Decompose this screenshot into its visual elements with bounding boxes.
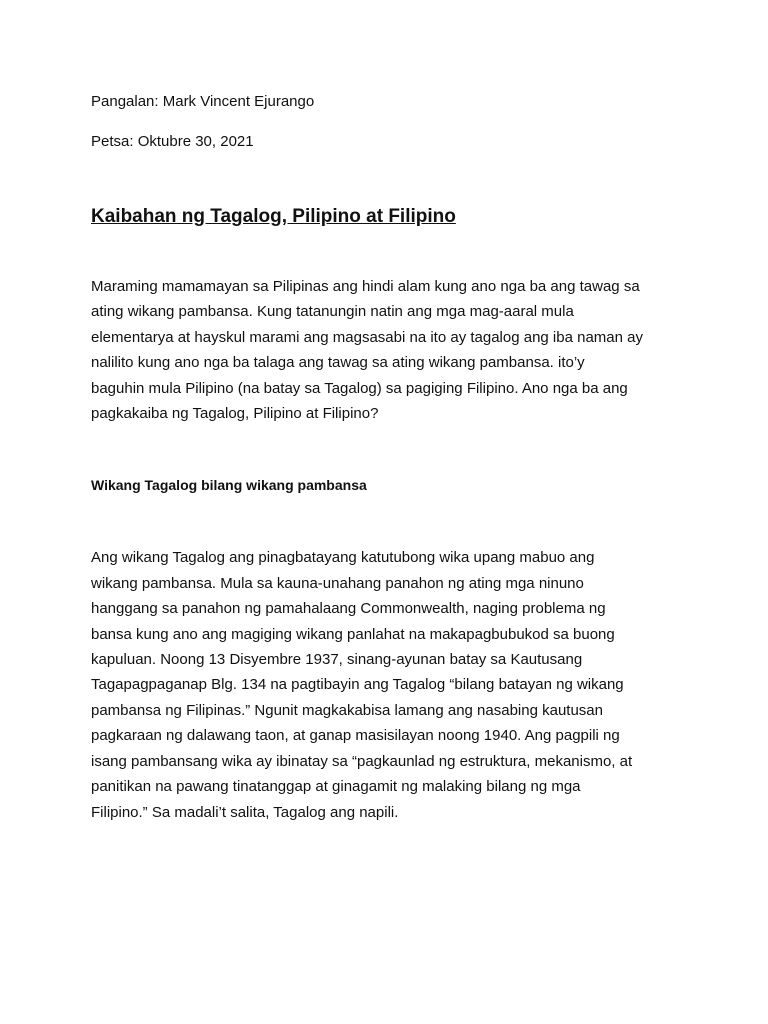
paragraph-line: pagkakaiba ng Tagalog, Pilipino at Filipino? — [91, 405, 379, 423]
date-line: Petsa: Oktubre 30, 2021 — [91, 133, 254, 150]
name-line: Pangalan: Mark Vincent Ejurango — [91, 93, 315, 110]
paragraph-line: Tagapagpaganap Blg. 134 na pagtibayin ang Tagalog “bilang batayan ng wikang — [91, 676, 624, 694]
paragraph-line: ating wikang pambansa. Kung tatanungin natin ang mga mag-aaral mula — [91, 303, 574, 321]
paragraph-line: elementarya at hayskul marami ang magsasabi na ito ay tagalog ang iba naman ay — [91, 328, 643, 346]
document-title: Kaibahan ng Tagalog, Pilipino at Filipino — [91, 206, 456, 227]
paragraph-line: hanggang sa panahon ng pamahalaang Commonwealth, naging problema ng — [91, 600, 606, 618]
paragraph-line: pagkaraan ng dalawang taon, at ganap masisilayan noong 1940. Ang pagpili ng — [91, 727, 620, 745]
paragraph-line: bansa kung ano ang magiging wikang panlahat na makapagbubukod sa buong — [91, 625, 615, 643]
paragraph-line: Maraming mamamayan sa Pilipinas ang hindi alam kung ano nga ba ang tawag sa — [91, 278, 640, 295]
paragraph-line: kapuluan. Noong 13 Disyembre 1937, sinang-ayunan batay sa Kautusang — [91, 651, 583, 669]
section-paragraph — [91, 545, 691, 824]
section-heading: Wikang Tagalog bilang wikang pambansa — [91, 477, 367, 494]
paragraph-line: Filipino.” Sa madali’t salita, Tagalog ang napili. — [91, 803, 399, 821]
paragraph-line: nalilito kung ano nga ba talaga ang tawag sa ating wikang pambansa. ito’y — [91, 354, 585, 372]
intro-paragraph — [91, 274, 691, 426]
paragraph-line: isang pambansang wika ay ibinatay sa “pagkaunlad ng estruktura, mekanismo, at — [91, 752, 633, 770]
paragraph-line: baguhin mula Pilipino (na batay sa Tagalog) sa pagiging Filipino. Ano nga ba ang — [91, 379, 628, 397]
paragraph-line: panitikan na pawang tinatanggap at ginagamit ng malaking bilang ng mga — [91, 778, 581, 796]
paragraph-line: pambansa ng Filipinas.” Ngunit magkakabisa lamang ang nasabing kautusan — [91, 701, 603, 719]
document-body — [91, 92, 691, 825]
paragraph-line: Ang wikang Tagalog ang pinagbatayang katutubong wika upang mabuo ang — [91, 549, 595, 567]
paragraph-line: wikang pambansa. Mula sa kauna-unahang panahon ng ating mga ninuno — [91, 574, 584, 592]
